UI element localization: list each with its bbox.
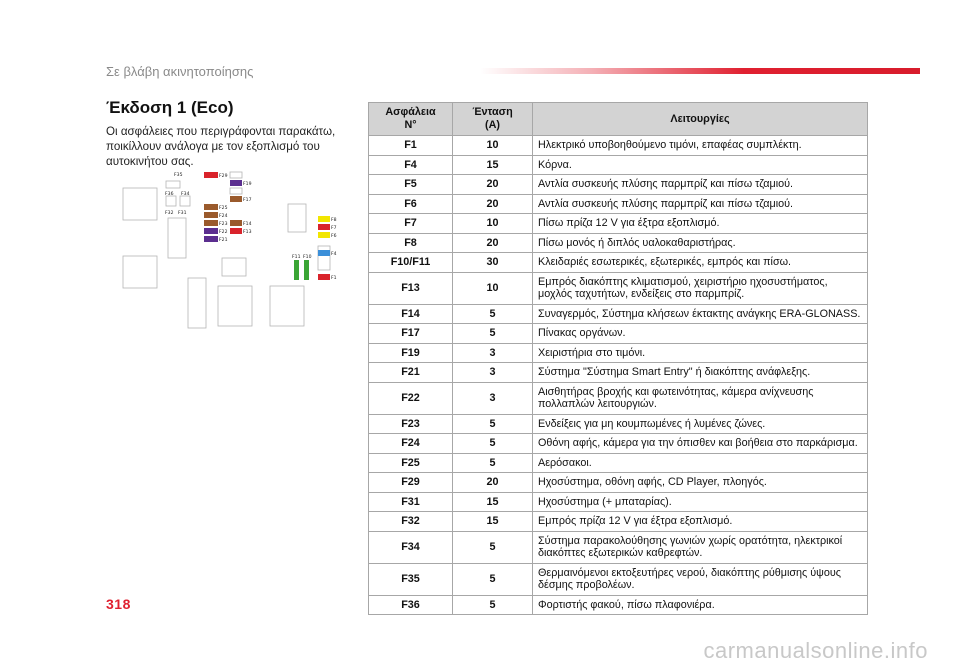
- page-number: 318: [106, 596, 131, 612]
- cell-amperage: 5: [453, 304, 533, 324]
- cell-fuse: F19: [369, 343, 453, 363]
- fuse-F11: [294, 260, 299, 280]
- cell-function: Αισθητήρας βροχής και φωτεινότητας, κάμερα ανίχνευσης πολλαπλών λειτουργιών.: [533, 382, 868, 414]
- table-row: [369, 434, 868, 454]
- cell-amperage: 3: [453, 363, 533, 383]
- fuse-label: F24: [219, 214, 228, 219]
- cell-amperage: 20: [453, 233, 533, 253]
- relay-slot: [180, 196, 190, 206]
- cell-function: Κόρνα.: [533, 155, 868, 175]
- fuse-box-diagram: [118, 168, 350, 330]
- table-header-row: [369, 103, 868, 136]
- cell-fuse: F10/F11: [369, 253, 453, 273]
- cell-function: Αντλία συσκευής πλύσης παρμπρίζ και πίσω τζαμιού.: [533, 194, 868, 214]
- cell-amperage: 5: [453, 414, 533, 434]
- cell-fuse: F31: [369, 492, 453, 512]
- fuse-label: F13: [243, 230, 252, 235]
- cell-amperage: 10: [453, 214, 533, 234]
- cell-function: Πίσω μονός ή διπλός υαλοκαθαριστήρας.: [533, 233, 868, 253]
- fuse-label: F25: [219, 206, 228, 211]
- cell-function: Σύστημα παρακολούθησης γωνιών χωρίς ορατότητα, ηλεκτρικοί διακόπτες εξωτερικών καθρεφτών.: [533, 531, 868, 563]
- cell-function: Σύστημα "Σύστημα Smart Entry" ή διακόπτης ανάφλεξης.: [533, 363, 868, 383]
- cell-amperage: 5: [453, 531, 533, 563]
- cell-fuse: F14: [369, 304, 453, 324]
- table-row: [369, 512, 868, 532]
- cell-amperage: 15: [453, 512, 533, 532]
- fuse-label: F8: [331, 218, 337, 223]
- header-line: (A): [485, 119, 500, 131]
- fuse-label: F31: [178, 211, 187, 216]
- fuse-column-left: [204, 172, 252, 243]
- header-accent-bar: [480, 68, 920, 74]
- cell-fuse: F36: [369, 595, 453, 615]
- relay-slot: [218, 286, 252, 326]
- fuse-F25: [204, 204, 218, 210]
- header-line: Ασφάλεια: [385, 106, 436, 118]
- cell-fuse: F1: [369, 136, 453, 156]
- cell-amperage: 15: [453, 492, 533, 512]
- fuse-label: F22: [219, 230, 228, 235]
- fuse-F22: [204, 228, 218, 234]
- table-row: [369, 253, 868, 273]
- cell-fuse: F7: [369, 214, 453, 234]
- cell-amperage: 3: [453, 343, 533, 363]
- cell-fuse: F17: [369, 324, 453, 344]
- cell-amperage: 20: [453, 473, 533, 493]
- fuse-label: F11: [292, 255, 301, 260]
- cell-function: Ηχοσύστημα, οθόνη αφής, CD Player, πλοηγός.: [533, 473, 868, 493]
- cell-function: Εμπρός πρίζα 12 V για έξτρα εξοπλισμό.: [533, 512, 868, 532]
- table-row: [369, 531, 868, 563]
- cell-amperage: 5: [453, 324, 533, 344]
- table-row: [369, 272, 868, 304]
- table-row: [369, 414, 868, 434]
- fuse-label: F1: [331, 276, 337, 281]
- fuse-label: F6: [331, 234, 337, 239]
- section-title: Έκδοση 1 (Eco): [106, 98, 234, 117]
- relay-slot: [288, 204, 306, 232]
- fuse-label: F29: [219, 174, 228, 179]
- fuse-F17: [230, 196, 242, 202]
- cell-function: Ηχοσύστημα (+ μπαταρίας).: [533, 492, 868, 512]
- cell-fuse: F22: [369, 382, 453, 414]
- fuse-label: F34: [181, 192, 190, 197]
- table-body: [369, 136, 868, 615]
- column-header-amperage: [453, 103, 533, 136]
- fuse-F13: [230, 228, 242, 234]
- table-row: [369, 324, 868, 344]
- fuse-F14: [230, 220, 242, 226]
- cell-function: Ενδείξεις για μη κουμπωμένες ή λυμένες ζώνες.: [533, 414, 868, 434]
- cell-function: Πίνακας οργάνων.: [533, 324, 868, 344]
- cell-amperage: 5: [453, 453, 533, 473]
- cell-fuse: F25: [369, 453, 453, 473]
- fuse-F21: [204, 236, 218, 242]
- cell-function: Πίσω πρίζα 12 V για έξτρα εξοπλισμό.: [533, 214, 868, 234]
- cell-amperage: 20: [453, 194, 533, 214]
- relay-slot: [166, 181, 180, 188]
- cell-function: Φορτιστής φακού, πίσω πλαφονιέρα.: [533, 595, 868, 615]
- relay-slot: [166, 196, 176, 206]
- cell-fuse: F29: [369, 473, 453, 493]
- table-row: [369, 175, 868, 195]
- fuse-F24: [204, 212, 218, 218]
- table-row: [369, 563, 868, 595]
- fuse-label: F36: [165, 192, 174, 197]
- relay-slot: [123, 256, 157, 288]
- fuse-label: F21: [219, 238, 228, 243]
- fuse-label: F32: [165, 211, 174, 216]
- fuse-F29: [204, 172, 218, 178]
- cell-fuse: F32: [369, 512, 453, 532]
- fuse-label: F7: [331, 226, 337, 231]
- fuse-label: F17: [243, 198, 252, 203]
- column-header-fuse: [369, 103, 453, 136]
- cell-fuse: F5: [369, 175, 453, 195]
- cell-amperage: 20: [453, 175, 533, 195]
- table-row: [369, 363, 868, 383]
- cell-fuse: F13: [369, 272, 453, 304]
- cell-amperage: 30: [453, 253, 533, 273]
- column-header-functions: Λειτουργίες: [533, 103, 868, 136]
- table-row: [369, 595, 868, 615]
- relay-slot: [188, 278, 206, 328]
- cell-function: Ηλεκτρικό υποβοηθούμενο τιμόνι, επαφέας συμπλέκτη.: [533, 136, 868, 156]
- relay-slot: [270, 286, 304, 326]
- fuse-label: F10: [303, 255, 312, 260]
- header-line: Ένταση: [472, 106, 513, 118]
- cell-fuse: F6: [369, 194, 453, 214]
- fuse-label: F4: [331, 252, 337, 257]
- cell-amperage: 10: [453, 136, 533, 156]
- fuse-label: F14: [243, 222, 252, 227]
- table-row: [369, 453, 868, 473]
- watermark: carmanualsonline.info: [703, 638, 928, 663]
- cell-function: Οθόνη αφής, κάμερα για την όπισθεν και βοήθεια στο παρκάρισμα.: [533, 434, 868, 454]
- cell-function: Εμπρός διακόπτης κλιματισμού, χειριστήριο ηχοσυστήματος, μοχλός ταχυτήτων, ενδείξεις στο παρμπρίζ.: [533, 272, 868, 304]
- fuse-F4: [318, 250, 330, 256]
- cell-function: Χειριστήρια στο τιμόνι.: [533, 343, 868, 363]
- cell-fuse: F35: [369, 563, 453, 595]
- cell-fuse: F24: [369, 434, 453, 454]
- relay-slot: [168, 218, 186, 258]
- fuse-F8: [318, 216, 330, 222]
- fuse-label: F35: [174, 173, 183, 178]
- relay-slot: [230, 188, 242, 194]
- fuse-F23: [204, 220, 218, 226]
- table-row: [369, 492, 868, 512]
- fuse-F10: [304, 260, 309, 280]
- cell-function: Κλειδαριές εσωτερικές, εξωτερικές, εμπρός και πίσω.: [533, 253, 868, 273]
- table-row: [369, 194, 868, 214]
- relay-slot: [230, 172, 242, 178]
- cell-amperage: 15: [453, 155, 533, 175]
- cell-fuse: F34: [369, 531, 453, 563]
- relay-slot: [222, 258, 246, 276]
- intro-paragraph: Οι ασφάλειες που περιγράφονται παρακάτω, ποικίλλουν ανάλογα με τον εξοπλισμό του αυτοκινήτου σας.: [106, 125, 336, 168]
- cell-amperage: 5: [453, 563, 533, 595]
- cell-amperage: 10: [453, 272, 533, 304]
- table-row: [369, 233, 868, 253]
- table-row: [369, 136, 868, 156]
- table-row: [369, 155, 868, 175]
- header-line: N°: [404, 119, 417, 131]
- cell-fuse: F21: [369, 363, 453, 383]
- fuse-table: [368, 102, 868, 615]
- fuse-box-svg: [118, 168, 350, 330]
- cell-function: Αερόσακοι.: [533, 453, 868, 473]
- cell-function: Συναγερμός, Σύστημα κλήσεων έκτακτης ανάγκης ERA-GLONASS.: [533, 304, 868, 324]
- table-row: [369, 343, 868, 363]
- relay-slot: [318, 246, 330, 270]
- fuse-F7: [318, 224, 330, 230]
- fuse-F6: [318, 232, 330, 238]
- table-row: [369, 382, 868, 414]
- cell-function: Θερμαινόμενοι εκτοξευτήρες νερού, διακόπτης ρύθμισης ύψους δέσμης προβολέων.: [533, 563, 868, 595]
- cell-amperage: 5: [453, 595, 533, 615]
- cell-amperage: 3: [453, 382, 533, 414]
- cell-function: Αντλία συσκευής πλύσης παρμπρίζ και πίσω τζαμιού.: [533, 175, 868, 195]
- fuse-label: F23: [219, 222, 228, 227]
- fuse-label: F19: [243, 182, 252, 187]
- cell-amperage: 5: [453, 434, 533, 454]
- cell-fuse: F23: [369, 414, 453, 434]
- chapter-title: Σε βλάβη ακινητοποίησης: [106, 64, 254, 79]
- cell-fuse: F4: [369, 155, 453, 175]
- fuse-F19: [230, 180, 242, 186]
- relay-slot: [123, 188, 157, 220]
- table-row: [369, 473, 868, 493]
- fuse-F1: [318, 274, 330, 280]
- table-row: [369, 214, 868, 234]
- table-row: [369, 304, 868, 324]
- cell-fuse: F8: [369, 233, 453, 253]
